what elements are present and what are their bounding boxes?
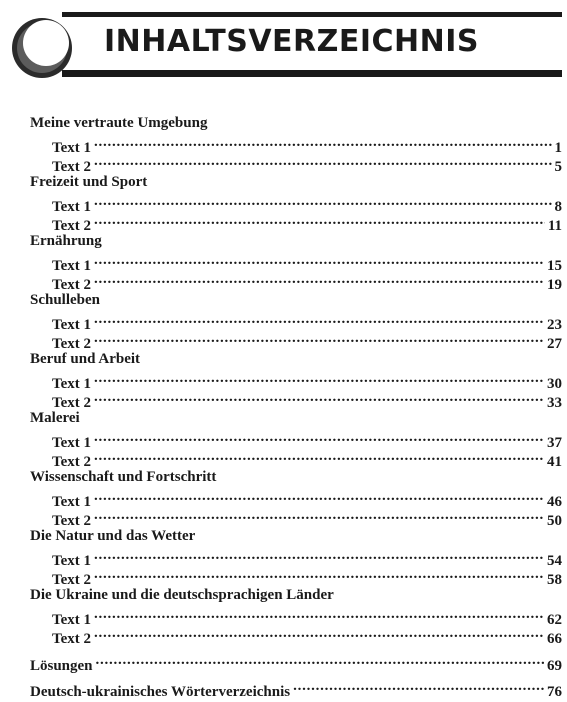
entry-label: Text 2 (52, 454, 92, 470)
dot-leader (94, 506, 544, 525)
entry-label: Text 2 (52, 513, 92, 529)
entry-label: Deutsch-ukrainisches Wörterverzeichnis (30, 684, 291, 700)
section-title: Meine vertraute Umgebung (30, 115, 208, 131)
table-of-contents (30, 113, 562, 700)
page-number: 50 (547, 513, 562, 529)
entry-label: Text 1 (52, 199, 92, 215)
dot-leader (94, 565, 544, 584)
page-number: 41 (547, 454, 562, 470)
page-number: 46 (547, 494, 562, 510)
entry-label: Text 1 (52, 376, 92, 392)
toc-entry[interactable] (30, 251, 562, 274)
entry-label: Text 1 (52, 494, 92, 510)
dot-leader (94, 192, 551, 211)
toc-entry[interactable] (30, 487, 562, 510)
dot-leader (94, 388, 544, 407)
dot-leader (94, 605, 544, 624)
page-number: 62 (547, 612, 562, 628)
toc-entry[interactable] (30, 447, 562, 470)
page-number: 27 (547, 336, 562, 352)
toc-entry[interactable] (30, 192, 562, 215)
entry-label: Text 1 (52, 612, 92, 628)
toc-entry[interactable] (30, 152, 562, 175)
entry-label: Text 1 (52, 317, 92, 333)
dot-leader (96, 651, 544, 670)
toc-entry[interactable] (30, 211, 562, 234)
dot-leader (94, 251, 544, 270)
page-number: 8 (554, 199, 562, 215)
dot-leader (94, 428, 544, 447)
section-title: Malerei (30, 410, 80, 426)
toc-entry[interactable] (30, 369, 562, 392)
page-title: INHALTSVERZEICHNIS (104, 24, 480, 59)
dot-leader (94, 487, 544, 506)
header-rule-bottom (62, 70, 562, 77)
section-title: Schulleben (30, 292, 101, 308)
toc-entry[interactable] (30, 506, 562, 529)
entry-gap (30, 670, 562, 677)
section-title: Die Natur und das Wetter (30, 528, 196, 544)
entry-label: Text 1 (52, 435, 92, 451)
header-rule-top (62, 12, 562, 17)
entry-label: Text 1 (52, 553, 92, 569)
crescent-ring-icon (6, 12, 78, 82)
section-title: Beruf und Arbeit (30, 351, 141, 367)
toc-entry[interactable] (30, 546, 562, 569)
dot-leader (94, 624, 544, 643)
toc-entry[interactable] (30, 565, 562, 588)
page-number: 30 (547, 376, 562, 392)
entry-label: Lösungen (30, 658, 93, 674)
entry-label: Text 2 (52, 159, 92, 175)
dot-leader (94, 152, 551, 171)
page-header (0, 0, 567, 82)
toc-entry[interactable] (30, 624, 562, 647)
dot-leader (94, 546, 544, 565)
entry-gap (30, 644, 562, 651)
dot-leader (94, 211, 545, 230)
dot-leader (293, 677, 544, 696)
toc-entry[interactable] (30, 329, 562, 352)
entry-label: Text 2 (52, 277, 92, 293)
page-number: 19 (547, 277, 562, 293)
section-title: Wissenschaft und Fortschritt (30, 469, 217, 485)
entry-label: Text 1 (52, 258, 92, 274)
page-number: 5 (554, 159, 562, 175)
toc-entry[interactable] (30, 428, 562, 451)
page-number: 76 (547, 684, 562, 700)
toc-entry[interactable] (30, 310, 562, 333)
dot-leader (94, 369, 544, 388)
dot-leader (94, 329, 544, 348)
toc-entry[interactable] (30, 270, 562, 293)
dot-leader (94, 270, 544, 289)
entry-label: Text 2 (52, 218, 92, 234)
entry-label: Text 2 (52, 631, 92, 647)
dot-leader (94, 133, 551, 152)
toc-entry[interactable] (30, 133, 562, 156)
page-number: 23 (547, 317, 562, 333)
page-number: 69 (547, 658, 562, 674)
page-number: 66 (547, 631, 562, 647)
section-title: Die Ukraine und die deutschsprachigen Länder (30, 587, 334, 603)
section-title: Freizeit und Sport (30, 174, 148, 190)
entry-label: Text 2 (52, 572, 92, 588)
page-number: 37 (547, 435, 562, 451)
entry-label: Text 2 (52, 336, 92, 352)
page-number: 15 (547, 258, 562, 274)
page-number: 33 (547, 395, 562, 411)
entry-label: Text 1 (52, 140, 92, 156)
toc-main-entry[interactable] (30, 651, 562, 674)
toc-main-entry[interactable] (30, 677, 562, 700)
dot-leader (94, 310, 544, 329)
page-number: 54 (547, 553, 562, 569)
dot-leader (94, 447, 544, 466)
page-number: 1 (554, 140, 562, 156)
toc-entry[interactable] (30, 388, 562, 411)
page-number: 58 (547, 572, 562, 588)
page-number: 11 (547, 218, 562, 234)
entry-label: Text 2 (52, 395, 92, 411)
section-title: Ernährung (30, 233, 102, 249)
toc-entry[interactable] (30, 605, 562, 628)
